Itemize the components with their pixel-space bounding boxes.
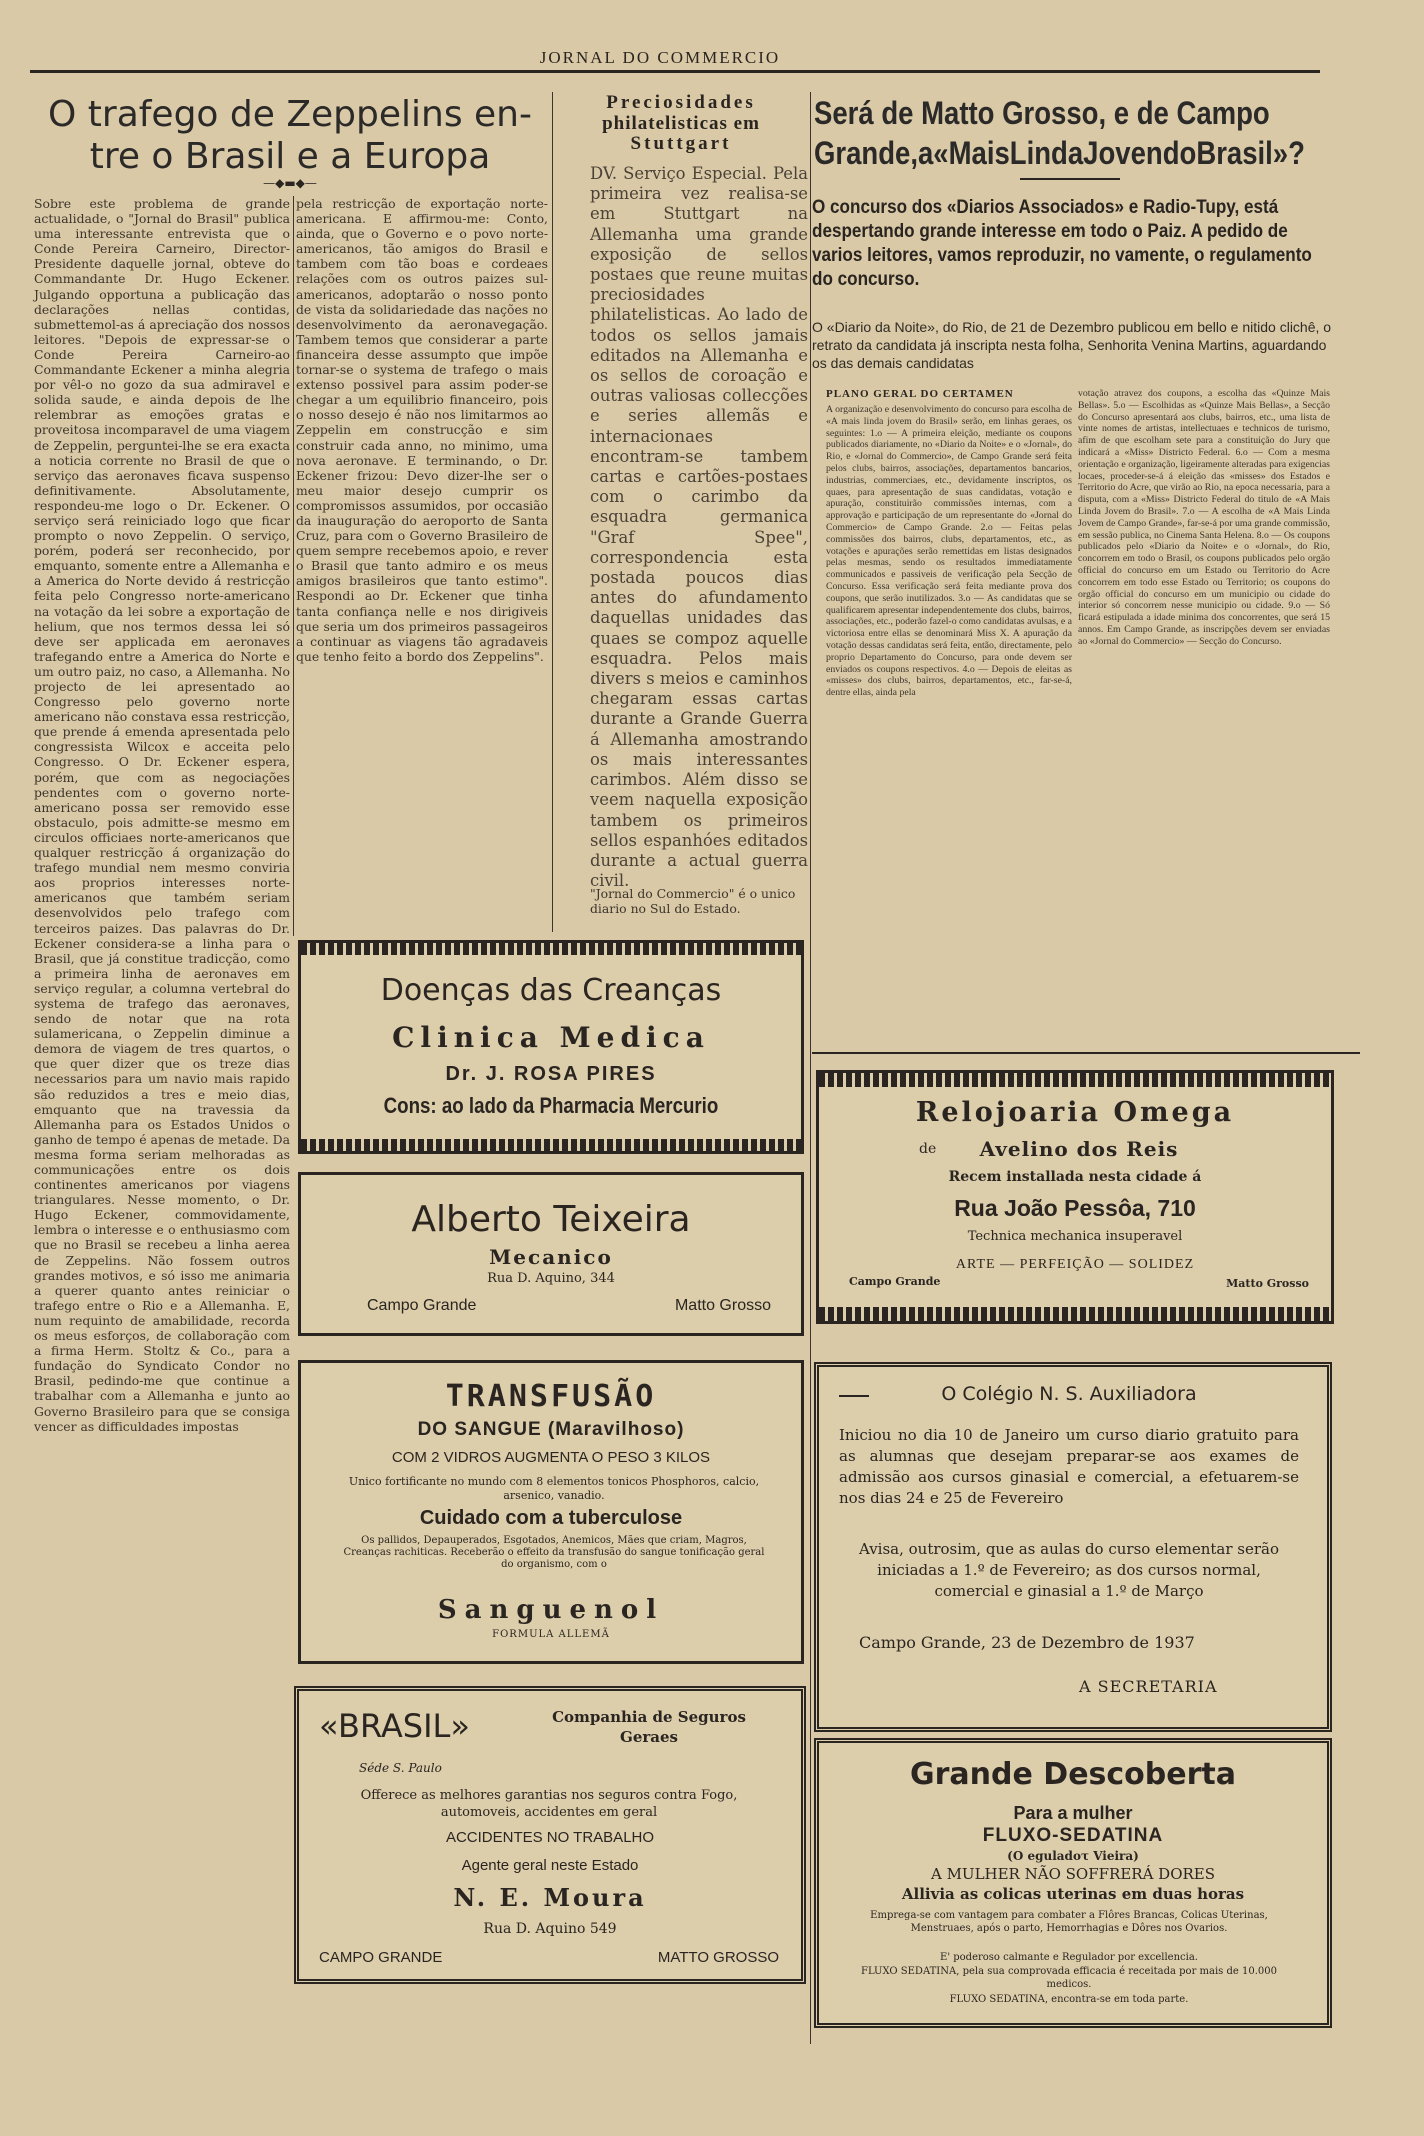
ad-brasil-seguros bbox=[294, 1686, 806, 1984]
ad-brasil-city: CAMPO GRANDE bbox=[319, 1949, 443, 1966]
ad-relojoaria-tech: Technica mechanica insuperavel bbox=[967, 1229, 1183, 1244]
ad-descoberta-brand: FLUXO-SEDATINA bbox=[982, 1825, 1164, 1846]
ad-doencas-doctor: Dr. J. ROSA PIRES bbox=[445, 1063, 657, 1085]
ad-alberto-address: Rua D. Aquino, 344 bbox=[487, 1271, 615, 1286]
ad-transfusao-subtitle: DO SANGUE (Maravilhoso) bbox=[417, 1419, 685, 1440]
ad-colegio-paragraph-1: Iniciou no dia 10 de Janeiro um curso diario gratuito para as alumnas que desejam preparar-se aos exames de admissão aos cursos ginasial e comercial, a efetuarem-se nos dias 24 e 25 de Fevereiro bbox=[839, 1426, 1299, 1507]
contest-subheadline: O concurso dos «Diarios Associados» e Radio-Tupy, está despertando grande interesse em todo o Paiz. A pedido de varios leitores, vamos reproduzir, no vamente, o regulamento do concurso. bbox=[812, 197, 1312, 290]
ad-alberto-city: Campo Grande bbox=[367, 1297, 477, 1314]
ad-brasil-work: ACCIDENTES NO TRABALHO bbox=[445, 1829, 655, 1846]
ad-brasil-seat: Séde S. Paulo bbox=[359, 1761, 442, 1775]
philately-title-line1: Preciosidades bbox=[606, 92, 756, 113]
ad-relojoaria-state: Matto Grosso bbox=[1226, 1277, 1309, 1290]
ad-descoberta-line2: Allivia as colicas uterinas em duas horas bbox=[901, 1885, 1245, 1903]
ad-alberto-state: Matto Grosso bbox=[674, 1297, 771, 1314]
ad-descoberta-sub: (O eguladoτ Vieira) bbox=[1007, 1849, 1139, 1863]
ad-descoberta-line3: Emprega-se com vantagem para combater a Flôres Brancas, Colicas Uterinas, Menstruaes, após o parto, Hemorrhagias e Dôres nos Ovarios. bbox=[870, 1910, 1268, 1934]
ad-relojoaria-address: Rua João Pessôa, 710 bbox=[954, 1195, 1196, 1221]
ad-relojoaria-owner: Avelino dos Reis bbox=[979, 1137, 1179, 1161]
philately-title-line2: philatelisticas em bbox=[602, 113, 760, 134]
section-rule bbox=[812, 1052, 1360, 1054]
ad-transfusao-brand: Sanguenol bbox=[437, 1595, 665, 1625]
column-divider bbox=[552, 92, 553, 932]
ad-colegio-title: O Colégio N. S. Auxiliadora bbox=[869, 1383, 1269, 1409]
ad-border-pattern bbox=[301, 943, 801, 955]
masthead: JORNAL DO COMMERCIO bbox=[539, 48, 781, 67]
ad-brasil-agent: Agente geral neste Estado bbox=[461, 1857, 639, 1874]
ad-colegio-signature: A SECRETARIA bbox=[1079, 1677, 1218, 1696]
ad-alberto-name: Alberto Teixeira bbox=[411, 1199, 691, 1240]
ad-transfusao-details: Os pallidos, Depauperados, Esgotados, Anemicos, Mães que criam, Magros, Creanças rachiticas. Receberão o effeito da transfusão do sangue tonificação geral do organismo, com o bbox=[343, 1535, 765, 1570]
ad-border-pattern bbox=[819, 1307, 1331, 1321]
ad-colegio-date: Campo Grande, 23 de Dezembro de 1937 bbox=[859, 1633, 1195, 1652]
ad-transfusao-formula: FORMULA ALLEMÃ bbox=[492, 1629, 610, 1640]
ad-colegio-paragraph-2: Avisa, outrosim, que as aulas do curso elementar serão iniciadas a 1.º de Fevereiro; as dos cursos normal, comercial e ginasial a 1.º de Março bbox=[858, 1540, 1280, 1600]
column-divider bbox=[810, 92, 811, 2044]
ad-grande-descoberta bbox=[814, 1738, 1332, 2028]
ad-relojoaria-omega bbox=[816, 1070, 1334, 1324]
zeppelin-column-1: Sobre este problema de grande actualidade, o "Jornal do Brasil" publica uma interessante entrevista que o Conde Pereira Carneiro, Director-Presidente daquelle jornal, obteve do Commandante Dr. Hugo Eckener. Julgando opportuna a publicação das declarações nellas contidas, submettemol-as á apreciação dos nossos leitores. "Depois de expressar-se o Conde Pereira Carneiro-ao Commandante Eckener a minha alegria por vêl-o no gozo da sua admiravel e solida saude, e ainda depois de lhe relembrar as emoções gratas e proveitosa incomparavel de uma viagem de Zeppelin, perguntei-lhe se era exacta a noticia corrente no Brasil de que o serviço das aeronaves ficava suspenso definitivamente. Absolutamente, respondeu-me logo o Dr. Eckener. O serviço será reiniciado logo que ficar prompto o novo Zeppelin. O serviço, porém, poderá ser reconhecido, por emquanto, somente entre a Allemanha e a America do Norte devido á restricção feita pelo Congresso norte-americano na votação da lei sobre a exportação de helium, que nos termos dessa lei só deve ser applicada em aeronaves trafegando entre a America do Norte e um outro paiz, no caso, a Allemanha. No projecto de lei apresentado ao Congresso pelo governo norte americano não constava essa restricção, que prende á emenda apresentada pelo congressista Wilcox e acceita pelo Congresso. O Dr. Eckener espera, porém, que com as negociações pendentes com o governo norte-americano possa ser removido esse obstaculo, pois admitte-se mesmo em circulos officiaes norte-americanos que qualquer restricção á organização do trafego mundial nem mesmo conviria aos proprios interesses norte-americanos que também seriam desenvolvidos pelo trafego com terceiros paizes. Das palavras do Dr. Eckener considera-se a linha para o Brasil, que já constitue tradicção, como a primeira linha de aeronaves em serviço regular, a columna vertebral do systema de trafego das aeronaves, sendo de notar que na rota sulamericana, o Zeppelin diminue a demora de viagem de tres quartos, o que quer dizer que os treze dias necessarios para um navio mais rapido são reduzidos a tres e meio dias, emquanto que na travessia da Allemanha para os Estados Unidos o ganho de tempo é apenas de metade. Da mesma forma seriam melhoradas as communicações entre os dois continentes americanos por viagens triangulares. Nesse momento, o Dr. Hugo Eckener, commovidamente, lembra o interesse e o enthusiasmo com que no Brasil se recebeu a linha aerea de Zeppelins. Não fossem outros grandes motivos, e só isso me animaria a querer quanto antes reiniciar o trafego entre o Rio e a Allemanha. E, num requinto de amabilidade, recorda os meus esforços, de collaboração com a firma Herm. Stoltz & Co., para a fundação do Syndicato Condor no Brasil, pedindo-me que continue a trabalhar com a Allemanha e junto ao Governo Brasileiro para que se consiga vencer as difficuldades impostas bbox=[34, 196, 290, 1434]
ad-brasil-address: Rua D. Aquino 549 bbox=[483, 1921, 617, 1937]
ad-descoberta-line6: FLUXO SEDATINA, encontra-se em toda parte. bbox=[949, 1994, 1189, 2005]
zeppelin-column-2: pela restricção de exportação norte-americana. E affirmou-me: Conto, ainda, que o Governo e o povo norte-americanos, tão amigos do Brasil e tambem com tão boas e cordeaes relações com os outros paizes sul-americanos, adoptarão o nosso ponto de vista da solidariedade das nações no desenvolvimento da aeronavegação. Tambem temos que considerar a parte financeira desse assumpto que impõe tornar-se o systema de trafego o mais extenso possivel para assim poder-se chegar a um equilibrio financeiro, pois o nosso desejo é não nos limitarmos ao Zeppelin em construcção e sim construir cada anno, no minimo, uma nova aeronave. E terminando, o Dr. Eckener frizou: Devo dizer-lhe ser o meu maior desejo cumprir os compromissos assumidos, por occasião da inauguração do aeroporto de Santa Cruz, para com o Governo Brasileiro de quem sempre recebemos apoio, e rever o Brasil que tanto admiro e os meus amigos brasileiros que tanto estimo". Respondi ao Dr. Eckener que tinha tanta confiança nelle e nos dirigiveis que seria um dos primeiros passageiros a continuar as viagens tão agradaveis que tenho feito a bordo dos Zeppelins". bbox=[296, 196, 548, 664]
philately-footnote: "Jornal do Commercio" é o unico diario no Sul do Estado. bbox=[590, 886, 796, 917]
contest-intro: O «Diario da Noite», do Rio, de 21 de Dezembro publicou em bello e nitido clichê, o retrato da candidata já inscripta nesta folha, Senhorita Venina Martins, aguardando os das demais candidatas bbox=[812, 319, 1332, 371]
ad-transfusao-warning: Cuidado com a tuberculose bbox=[419, 1507, 683, 1529]
zeppelin-headline-line1: O trafego de Zeppelins en- bbox=[48, 94, 532, 135]
ad-alberto-trade: Mecanico bbox=[489, 1245, 613, 1269]
ad-relojoaria-installed: Recem installada nesta cidade á bbox=[948, 1169, 1202, 1185]
ad-transfusao-elements: Unico fortificante no mundo com 8 elementos tonicos Phosphoros, calcio, arsenico, vanadio. bbox=[348, 1475, 760, 1502]
ad-doencas-line1: Doenças das Creanças bbox=[380, 973, 722, 1008]
ad-brasil-offer: Offerece as melhores garantias nos seguros contra Fogo, automoveis, accidentes em geral bbox=[360, 1788, 738, 1820]
contest-plan-title: PLANO GERAL DO CERTAMEN bbox=[826, 388, 1014, 400]
ad-relojoaria-city: Campo Grande bbox=[849, 1275, 941, 1288]
ad-doencas-line2: Clinica Medica bbox=[392, 1021, 710, 1054]
ad-transfusao bbox=[298, 1360, 804, 1664]
headline-rule bbox=[1020, 178, 1120, 180]
ad-border-pattern bbox=[301, 1139, 801, 1151]
ad-doencas-creancas bbox=[298, 940, 804, 1154]
ad-brasil-company: Companhia de Seguros Geraes bbox=[552, 1708, 746, 1746]
contest-column-1: A organização e desenvolvimento do concurso para escolha de «A mais linda jovem do Brasil» serão, em linhas geraes, os seguintes: 1.o — A primeira eleição, mediante os coupons publicados diariamente, no «Diario da Noite» e o «Jornal», do Rio, e «Jornal do Commercio», de Campo Grande será feita pelos clubs, bairros, associações, departamentos bancarios, industrias, commerciaes, etc., devidamente inscriptos, os quaes, para apresentação de suas candidatas, votação e apuração, constituirão commissões internas, com a approvação e participação de um representante do «Jornal do Commercio» de Campo Grande. 2.o — Feitas pelas commissões dos bairros, clubs, departamentos, etc., as votações e apurações serão remettidas em listas designados pelas mesmas, sendo os resultados immediatamente communicados e passiveis de verificação pela Secção de Concurso. Essa verificação será feita mediante prova dos coupons, que serão inutilizados. 3.o — As candidatas que se qualificarem apresentar independentemente dos clubs, bairros, associações, etc., poderão fazel-o como candidatas avulsas, e a victoriosa entre ellas se denominará Miss X. A apuração da votação dessas candidatas será feita, então, directamente, pelo proprio Departamento do Concurso, para onde devem ser enviados os coupons respectivos. 4.o — Depois de eleitas as «misses» dos clubs, bairros, departamentos, etc., far-se-á, dentre ellas, ainda pela bbox=[826, 404, 1072, 699]
ad-doencas-address: Cons: ao lado da Pharmacia Mercurio bbox=[383, 1093, 719, 1118]
ad-relojoaria-de: de bbox=[919, 1141, 937, 1157]
philately-title-line3: Stuttgart bbox=[630, 133, 732, 154]
ad-descoberta-for: Para a mulher bbox=[1013, 1803, 1133, 1823]
contest-headline-line2: Grande,a«MaisLindaJovendoBrasil»? bbox=[814, 135, 1305, 171]
contest-column-2: votação atravez dos coupons, a escolha das «Quinze Mais Bellas». 5.o — Escolhidas as «Quinze Mais Bellas», a Secção do Concurso apresentará aos clubs, bairros, etc., uma lista de vinte nomes de artistas, intellectuaes e technicos de turismo, afim de que escolham sete para a constituição do Jury que indicará a «Miss» Districto Federal. 6.o — Com a mesma orientação e organização, ligeiramente alteradas para exigencias locaes, proceder-se-á á eleição das «misses» dos Estados e Territorio do Acre, que virão ao Rio, na epoca necessaria, para a disputa, com a «Miss» Districto Federal do titulo de «A Mais Linda Jovem do Brasil». 7.o — A escolha de «A Mais Linda Jovem de Campo Grande», far-se-á por uma grande commissão, em sessão publica, no Cinema Santa Helena. 8.o — Os coupons publicados pelo «Diario da Noite» e o «Jornal», do Rio, concorrem em todo o Brasil, os coupons publicados pelo orgão official do concurso em um Estado ou Territorio do Acre concorrem em todo esse Estado ou Territorio; os coupons do orgão official do concurso em um municipio ou cidade do interior só concorrem nesse municipio ou cidade. 9.o — Só ficará estipulada a idade minima dos concorrentes, que será 15 annos. Em Campo Grande, as inscripções devem ser enviadas ao «Jornal do Commercio» — Secção do Concurso. bbox=[1078, 388, 1330, 647]
ad-border-pattern bbox=[819, 1073, 1331, 1087]
ad-descoberta-title: Grande Descoberta bbox=[910, 1757, 1236, 1792]
headline-ornament: —◆▬◆— bbox=[263, 176, 317, 190]
ad-colegio bbox=[814, 1362, 1332, 1732]
ad-brasil-name: «BRASIL» bbox=[319, 1707, 470, 1745]
column-divider bbox=[293, 196, 294, 936]
ad-relojoaria-motto: ARTE — PERFEIÇÃO — SOLIDEZ bbox=[955, 1257, 1195, 1272]
zeppelin-headline-line2: tre o Brasil e a Europa bbox=[89, 136, 491, 177]
masthead-rule bbox=[30, 70, 1320, 73]
ad-brasil-agent-name: N. E. Moura bbox=[453, 1883, 647, 1912]
ad-alberto-teixeira bbox=[298, 1172, 804, 1336]
philately-body: DV. Serviço Especial. Pela primeira vez realisa-se em Stuttgart na Allemanha uma grande exposição de sellos postaes que reune muitas preciosidades philatelisticas. Ao lado de todos os sellos jamais editados na Allemanha e os sellos de coroação e outras valiosas collecções e series allemãs e internacionaes encontram-se tambem cartas e cartões-postaes com o carimbo da esquadra germanica "Graf Spee", correspondencia esta postada poucos dias antes do afundamento daquellas unidades das quaes se compoz aquelle esquadra. Pelos mais divers s meios e caminhos chegaram essas cartas durante a Grande Guerra á Allemanha amostrando os mais interessantes carimbos. Além disso se veem naquella exposição tambem os primeiros sellos espanhóes editados durante a actual guerra civil. bbox=[590, 164, 808, 891]
contest-headline-line1: Será de Matto Grosso, e de Campo bbox=[814, 95, 1270, 131]
ad-descoberta-line1: A MULHER NÃO SOFFRERÁ DORES bbox=[930, 1865, 1216, 1883]
ad-descoberta-line4: E' poderoso calmante e Regulador por excellencia. bbox=[940, 1952, 1198, 1963]
ad-transfusao-weight: COM 2 VIDROS AUGMENTA O PESO 3 KILOS bbox=[391, 1449, 711, 1466]
ad-brasil-state: MATTO GROSSO bbox=[657, 1949, 779, 1966]
ad-relojoaria-title: Relojoaria Omega bbox=[915, 1097, 1235, 1128]
ad-descoberta-line5: FLUXO SEDATINA, pela sua comprovada efficacia é receitada por mais de 10.000 medicos. bbox=[861, 1966, 1277, 1990]
ad-transfusao-title: TRANSFUSÃO bbox=[445, 1379, 657, 1414]
